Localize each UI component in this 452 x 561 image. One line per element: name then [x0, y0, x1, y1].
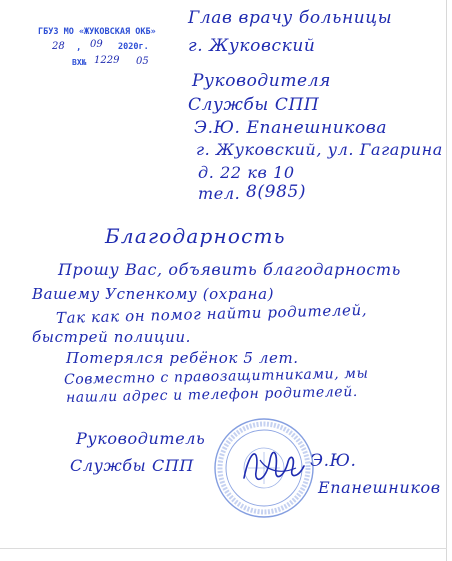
page-edge-bottom — [0, 548, 447, 549]
body-line-6: Совместно с правозащитниками, мы — [63, 365, 369, 388]
sender-line-1: Руководителя — [192, 71, 331, 91]
body-line-4: быстрей полиции. — [32, 328, 191, 346]
letter-title: Благодарность — [105, 224, 286, 248]
page-edge-right — [446, 0, 447, 561]
sender-line-5: д. 22 кв 10 — [198, 163, 295, 182]
body-line-2: Вашему Успенкому (охрана) — [32, 285, 275, 303]
stamp-reg-suffix: 05 — [136, 56, 149, 67]
stamp-reg-number: 1229 — [94, 55, 120, 66]
addressee-line-1: Глав врачу больницы — [188, 8, 393, 28]
addressee-line-2: г. Жуковский — [188, 36, 316, 56]
body-line-7: нашли адрес и телефон родителей. — [65, 383, 359, 406]
sender-line-2: Службы СПП — [188, 95, 320, 115]
signature-name-initials: Э.Ю. — [310, 451, 357, 471]
stamp-date-day: 28 — [52, 41, 65, 52]
body-line-1: Прошу Вас, объявить благодарность — [58, 260, 401, 279]
stamp-date-month: 09 — [90, 39, 103, 50]
signature-name-surname: Епанешников — [318, 478, 441, 497]
registration-stamp: ГБУЗ МО «ЖУКОВСКАЯ ОКБ» 28 , 09 2020г. ВХ№ 1229 05 — [38, 27, 156, 67]
sender-phone-value: 8(985) — [246, 182, 307, 202]
stamp-date-year: 2020г. — [118, 42, 149, 52]
body-line-5: Потерялся ребёнок 5 лет. — [66, 349, 299, 367]
stamp-reg-prefix: ВХ№ — [72, 58, 87, 67]
signature-line-1: Руководитель — [76, 429, 206, 448]
sender-line-4: г. Жуковский, ул. Гагарина — [196, 140, 443, 159]
sender-phone-label: тел. — [198, 184, 241, 203]
stamp-org: ГБУЗ МО «ЖУКОВСКАЯ ОКБ» — [38, 27, 156, 37]
sender-line-3: Э.Ю. Епанешникова — [194, 118, 388, 138]
signature-line-2: Службы СПП — [70, 456, 194, 475]
body-line-3: Так как он помог найти родителей, — [55, 300, 368, 327]
